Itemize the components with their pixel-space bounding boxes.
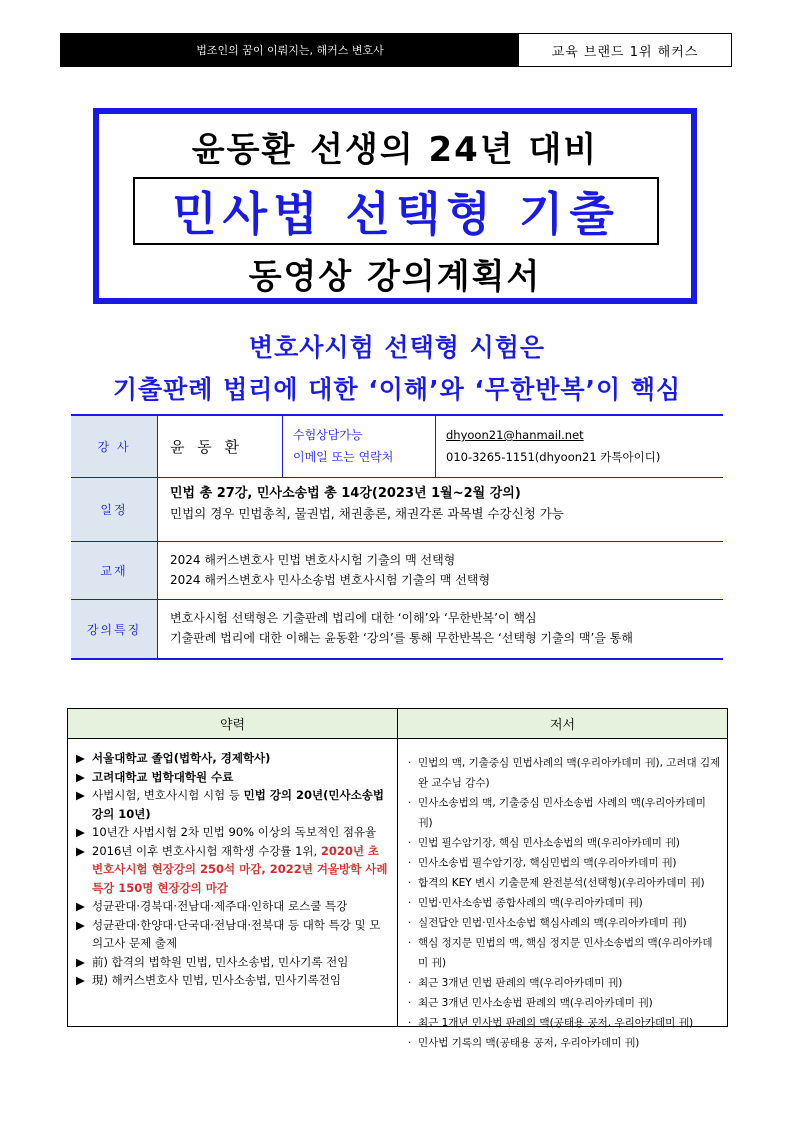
dot-bullet-icon: · bbox=[408, 937, 412, 949]
triangle-bullet-icon: ▶ bbox=[76, 917, 85, 932]
schedule-line-1: 민법 총 27강, 민사소송법 총 14강(2023년 1월~2월 강의) bbox=[170, 486, 521, 501]
list-item: ▶ 10년간 사법시험 2차 민법 90% 이상의 독보적인 점유율 bbox=[76, 823, 391, 842]
course-info-table bbox=[71, 414, 723, 660]
list-item: · 최근 1개년 민사법 판례의 맥(공태용 공저, 우리아카데미 刊) bbox=[406, 1013, 721, 1033]
dot-bullet-icon: · bbox=[408, 997, 412, 1009]
schedule-line-2: 민법의 경우 민법총칙, 물권법, 채권총론, 채권각론 과목별 수강신청 가능 bbox=[170, 506, 564, 521]
header-bar bbox=[60, 33, 732, 67]
contact-label-2: 이메일 또는 연락처 bbox=[293, 450, 394, 464]
feature-line-2: 기출판례 법리에 대한 이해는 윤동환 ‘강의’를 통해 무한반복은 ‘선택형 기출의 맥’을 통해 bbox=[170, 631, 633, 645]
textbook-line-1: 2024 해커스변호사 민법 변호사시험 기출의 맥 선택형 bbox=[170, 553, 456, 567]
contact-label bbox=[283, 416, 436, 477]
list-item: ▶ 서울대학교 졸업(법학사, 경제학사) bbox=[76, 749, 391, 768]
email-link[interactable]: dhyoon21@hanmail.net bbox=[446, 428, 584, 442]
subtitle-line-1: 변호사시험 선택형 시험은 bbox=[248, 333, 546, 362]
header-slogan: 법조인의 꿈이 이뤄지는, 해커스 변호사 bbox=[61, 34, 519, 66]
subtitle-line-2: 기출판례 법리에 대한 ‘이해’와 ‘무한반복’이 핵심 bbox=[112, 375, 682, 404]
dot-bullet-icon: · bbox=[408, 977, 412, 989]
dot-bullet-icon: · bbox=[408, 857, 412, 869]
dot-bullet-icon: · bbox=[408, 837, 412, 849]
textbook-line-2: 2024 해커스변호사 민사소송법 변호사시험 기출의 맥 선택형 bbox=[170, 573, 491, 587]
dot-bullet-icon: · bbox=[408, 797, 412, 809]
contact-values bbox=[436, 416, 723, 477]
bio-table-header bbox=[68, 709, 727, 739]
list-item: · 민사소송법 필수암기장, 핵심민법의 맥(우리아카데미 刊) bbox=[406, 853, 721, 873]
list-item: ▶ 사법시험, 변호사시험 시험 등 민법 강의 20년(민사소송법 강의 10년) bbox=[76, 788, 384, 821]
list-item: ▶ 前) 합격의 법학원 민법, 민사소송법, 민사기록 전임 bbox=[76, 953, 391, 972]
list-item: ▶ 성균관대·경북대·전남대·제주대·인하대 로스쿨 특강 bbox=[76, 897, 391, 916]
list-item: · 최근 3개년 민사소송법 판례의 맥(우리아카데미 刊) bbox=[406, 993, 721, 1013]
list-item: ▶ 現) 해커스변호사 민법, 민사소송법, 민사기록전임 bbox=[76, 971, 391, 990]
dot-bullet-icon: · bbox=[408, 917, 412, 929]
triangle-bullet-icon: ▶ bbox=[76, 825, 85, 839]
phone-number: 010-3265-1151(dhyoon21 카톡아이디) bbox=[446, 450, 661, 464]
dot-bullet-icon: · bbox=[408, 897, 412, 909]
textbook-row bbox=[71, 542, 723, 600]
dot-bullet-icon: · bbox=[408, 1017, 412, 1029]
instructor-row bbox=[71, 416, 723, 478]
list-item: · 민사법 기록의 맥(공태용 공저, 우리아카데미 刊) bbox=[406, 1033, 721, 1053]
triangle-bullet-icon: ▶ bbox=[76, 899, 85, 913]
books-list bbox=[398, 739, 727, 1049]
schedule-row bbox=[71, 478, 723, 542]
books-header: 저서 bbox=[549, 718, 576, 733]
triangle-bullet-icon: ▶ bbox=[76, 954, 85, 969]
instructor-label: 강 사 bbox=[71, 416, 158, 477]
triangle-bullet-icon: ▶ bbox=[76, 788, 85, 802]
dot-bullet-icon: · bbox=[408, 757, 412, 769]
list-item: · 핵심 정지문 민법의 맥, 핵심 정지문 민사소송법의 맥(우리아카데미 刊) bbox=[406, 933, 721, 973]
list-item: · 최근 3개년 민법 판례의 맥(우리아카데미 刊) bbox=[406, 973, 721, 993]
bio-table bbox=[67, 708, 728, 1049]
contact-label-1: 수험상담가능 bbox=[293, 428, 363, 442]
triangle-bullet-icon: ▶ bbox=[76, 843, 85, 858]
list-item: · 민사소송법의 맥, 기출중심 민사소송법 사례의 맥(우리아카데미 刊) bbox=[406, 793, 721, 833]
title-line-3: 동영상 강의계획서 bbox=[248, 257, 542, 297]
bio-table-body bbox=[68, 739, 727, 1049]
dot-bullet-icon: · bbox=[408, 1037, 412, 1049]
title-box bbox=[93, 108, 697, 304]
feature-label: 강의특징 bbox=[71, 600, 158, 658]
list-item: ▶ 2016년 이후 변호사시험 재학생 수강률 1위, 2020년 초 변호사시험 현장강의 250석 마감, 2022년 겨울방학 사례특강 150명 현장강의 마감 bbox=[76, 843, 388, 895]
triangle-bullet-icon: ▶ bbox=[76, 751, 85, 765]
schedule-cell bbox=[158, 478, 576, 541]
list-item: · 민법·민사소송법 종합사례의 맥(우리아카데미 刊) bbox=[406, 893, 721, 913]
list-item: · 실전답안 민법·민사소송법 핵심사례의 맥(우리아카데미 刊) bbox=[406, 913, 721, 933]
list-item: · 민법의 맥, 기출중심 민법사례의 맥(우리아카데미 刊), 고려대 김제완 교수님 감수) bbox=[406, 753, 721, 793]
list-item: ▶ 고려대학교 법학대학원 수료 bbox=[76, 768, 391, 787]
feature-cell bbox=[158, 600, 645, 658]
textbook-cell bbox=[158, 542, 502, 599]
title-line-2: 민사법 선택형 기출 bbox=[172, 187, 620, 241]
title-main-box bbox=[133, 177, 659, 245]
list-item: · 민법 필수암기장, 핵심 민사소송법의 맥(우리아카데미 刊) bbox=[406, 833, 721, 853]
career-header: 약력 bbox=[68, 709, 398, 738]
career-list bbox=[68, 739, 398, 1026]
triangle-bullet-icon: ▶ bbox=[76, 769, 85, 784]
title-line-1: 윤동환 선생의 24년 대비 bbox=[191, 130, 599, 170]
instructor-name: 윤 동 환 bbox=[158, 416, 283, 477]
schedule-label: 일정 bbox=[71, 478, 158, 541]
header-brand: 교육 브랜드 1위 해커스 bbox=[519, 34, 731, 66]
feature-row bbox=[71, 600, 723, 658]
dot-bullet-icon: · bbox=[408, 877, 412, 889]
feature-line-1: 변호사시험 선택형은 기출판례 법리에 대한 ‘이해’와 ‘무한반복’이 핵심 bbox=[170, 611, 537, 625]
textbook-label: 교재 bbox=[71, 542, 158, 599]
triangle-bullet-icon: ▶ bbox=[76, 973, 85, 987]
list-item: · 합격의 KEY 변시 기출문제 완전분석(선택형)(우리아카데미 刊) bbox=[406, 873, 721, 893]
list-item: ▶ 성균관대·한양대·단국대·전남대·전북대 등 대학 특강 및 모의고사 문제 출제 bbox=[76, 917, 381, 950]
